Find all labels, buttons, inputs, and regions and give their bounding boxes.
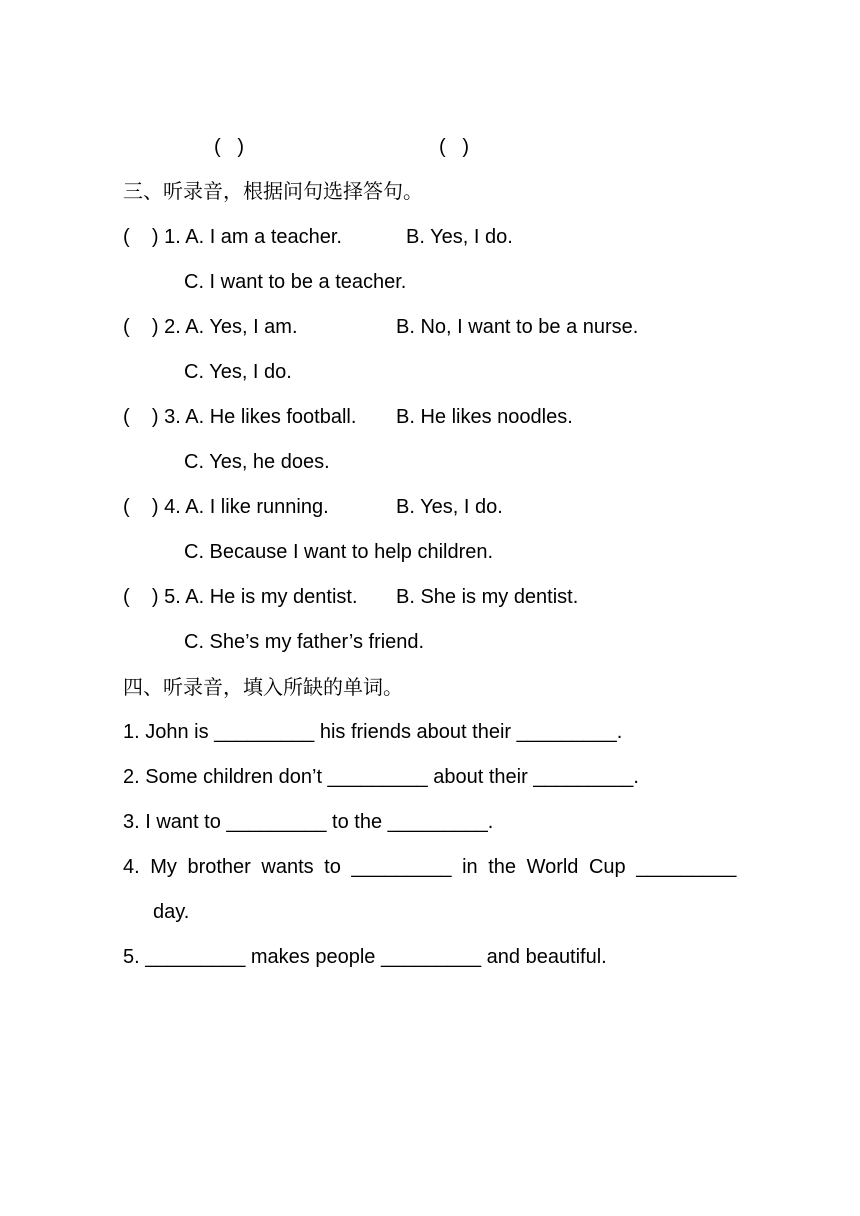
fill-item-4: 4. My brother wants to _________ in the World Cup _________	[123, 856, 737, 878]
q2-option-a: ( ) 2. A. Yes, I am.	[123, 316, 298, 338]
fill-item-1: 1. John is _________ his friends about their _________.	[123, 721, 623, 743]
q3-option-a: ( ) 3. A. He likes football.	[123, 406, 357, 428]
q4-option-a: ( ) 4. A. I like running.	[123, 496, 329, 518]
q2-option-c: C. Yes, I do.	[184, 361, 292, 383]
q2-option-b: B. No, I want to be a nurse.	[396, 316, 639, 338]
q5-option-b: B. She is my dentist.	[396, 586, 579, 608]
q5-option-a: ( ) 5. A. He is my dentist.	[123, 586, 358, 608]
q1-option-b: B. Yes, I do.	[406, 226, 513, 248]
q4-option-b: B. Yes, I do.	[396, 496, 503, 518]
q1-option-a: ( ) 1. A. I am a teacher.	[123, 226, 342, 248]
answer-paren-right: ( )	[439, 136, 469, 158]
q4-option-c: C. Because I want to help children.	[184, 541, 494, 563]
q3-option-c: C. Yes, he does.	[184, 451, 330, 473]
section4-heading: 四、听录音，填入所缺的单词。	[123, 677, 403, 699]
fill-item-2: 2. Some children don’t _________ about their _________.	[123, 766, 639, 788]
fill-item-5: 5. _________ makes people _________ and beautiful.	[123, 946, 607, 968]
fill-item-3: 3. I want to _________ to the _________.	[123, 811, 494, 833]
q1-option-c: C. I want to be a teacher.	[184, 271, 407, 293]
q3-option-b: B. He likes noodles.	[396, 406, 573, 428]
fill-item-4-continued: day.	[153, 901, 190, 923]
section3-heading: 三、听录音，根据问句选择答句。	[123, 181, 423, 203]
answer-paren-left: ( )	[214, 136, 244, 158]
q5-option-c: C. She’s my father’s friend.	[184, 631, 425, 653]
